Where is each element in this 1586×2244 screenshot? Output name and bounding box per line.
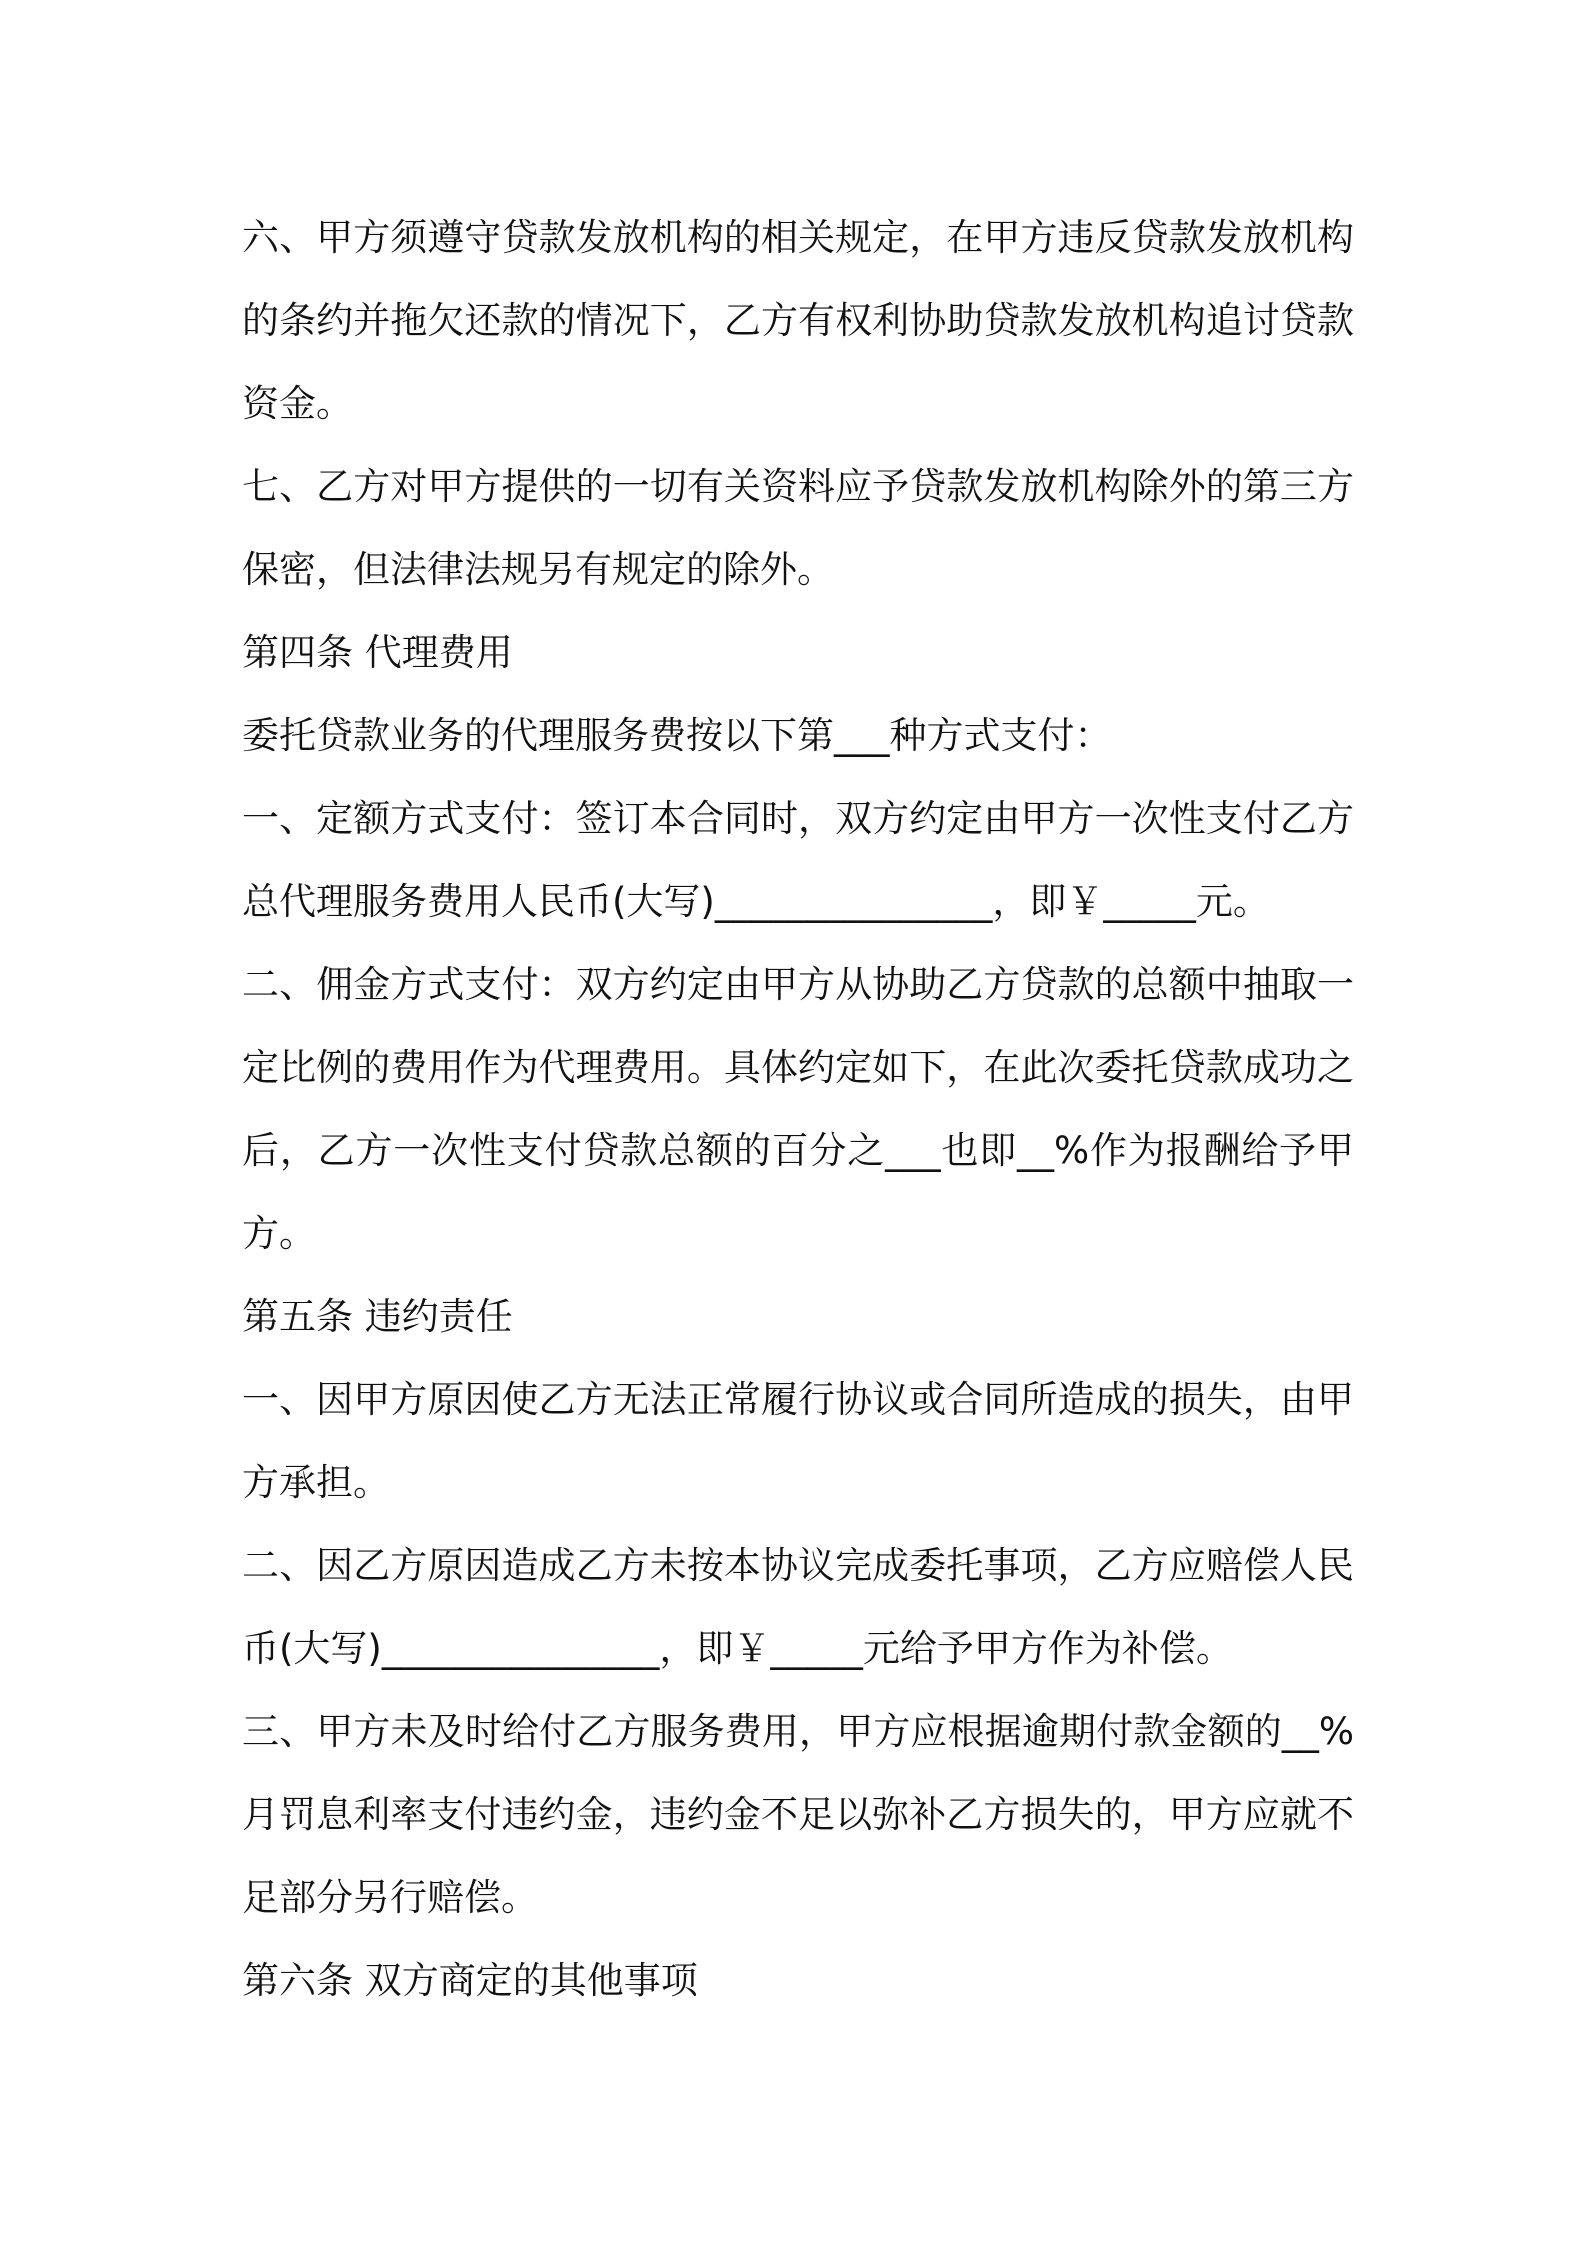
article-five-heading: 第五条 违约责任 [242, 1295, 513, 1338]
fixed-fee-paragraph: 一、定额方式支付：签订本合同时，双方约定由甲方一次性支付乙方总代理服务费用人民币(大写)_______________，即￥_____元。 [242, 797, 1354, 923]
article-six-heading: 第六条 双方商定的其他事项 [242, 1959, 698, 2002]
liability-one-paragraph: 一、因甲方原因使乙方无法正常履行协议或合同所造成的损失，由甲方承担。 [242, 1378, 1354, 1504]
liability-three-paragraph: 三、甲方未及时给付乙方服务费用，甲方应根据逾期付款金额的__%月罚息利率支付违约金，违约金不足以弥补乙方损失的，甲方应就不足部分另行赔偿。 [242, 1710, 1354, 1919]
document-body [242, 196, 1354, 2022]
commission-paragraph: 二、佣金方式支付：双方约定由甲方从协助乙方贷款的总额中抽取一定比例的费用作为代理费用。具体约定如下，在此次委托贷款成功之后，乙方一次性支付贷款总额的百分之___也即__%作为报酬给予甲方。 [242, 963, 1354, 1255]
clause-six-paragraph: 六、甲方须遵守贷款发放机构的相关规定，在甲方违反贷款发放机构的条约并拖欠还款的情况下，乙方有权利协助贷款发放机构追讨贷款资金。 [242, 216, 1354, 425]
article-four-heading: 第四条 代理费用 [242, 631, 513, 674]
clause-seven-paragraph: 七、乙方对甲方提供的一切有关资料应予贷款发放机构除外的第三方保密，但法律法规另有规定的除外。 [242, 465, 1354, 591]
fee-method-paragraph: 委托贷款业务的代理服务费按以下第___种方式支付： [242, 714, 1112, 757]
liability-two-paragraph: 二、因乙方原因造成乙方未按本协议完成委托事项，乙方应赔偿人民币(大写)_______________，即￥_____元给予甲方作为补偿。 [242, 1544, 1354, 1670]
